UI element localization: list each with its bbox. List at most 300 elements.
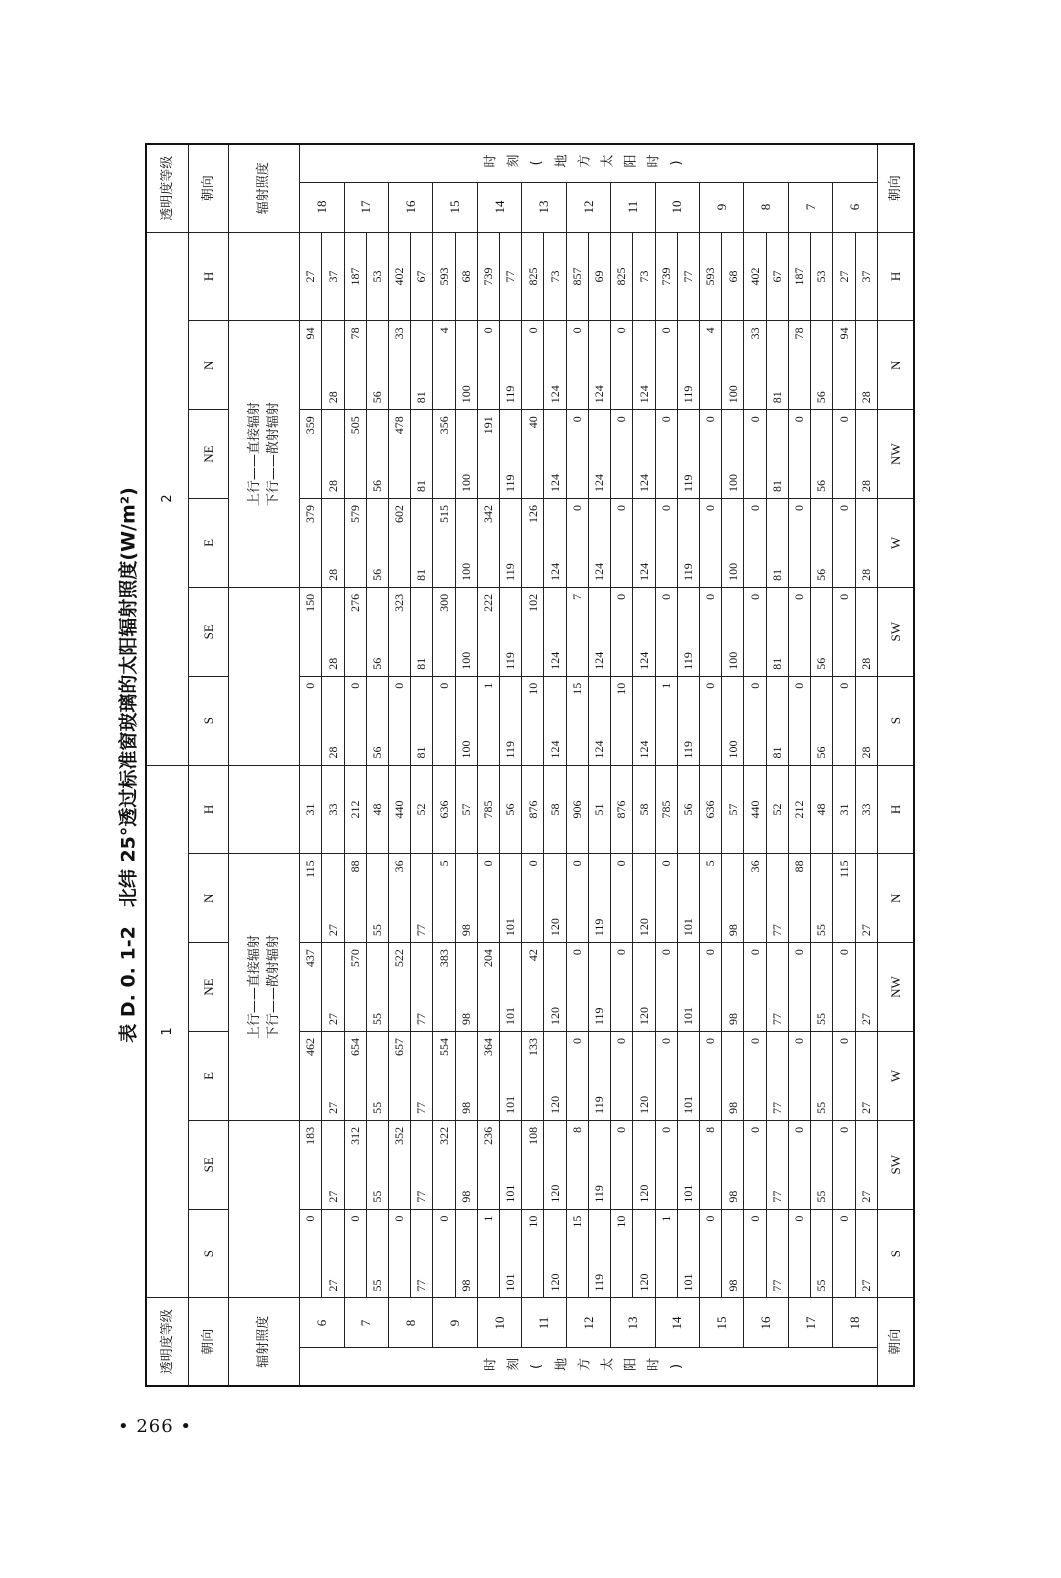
irradiance-value: 300 xyxy=(433,587,455,676)
irradiance-value: 100 xyxy=(455,587,477,676)
irradiance-value: 0 xyxy=(655,943,677,1032)
irradiance-value: 100 xyxy=(455,410,477,499)
top-dir-e-2: E xyxy=(188,499,228,588)
hour-right: 9 xyxy=(700,182,744,232)
irradiance-value: 55 xyxy=(811,1209,833,1298)
irradiance-value: 0 xyxy=(744,676,766,765)
irradiance-value: 120 xyxy=(633,1120,655,1209)
irradiance-value: 0 xyxy=(788,410,810,499)
irradiance-value: 81 xyxy=(766,676,788,765)
top-dir-ne-1: NE xyxy=(188,943,228,1032)
irradiance-value: 5 xyxy=(433,854,455,943)
irradiance-value: 81 xyxy=(411,587,433,676)
irradiance-value: 88 xyxy=(344,854,366,943)
irradiance-value: 505 xyxy=(344,410,366,499)
irradiance-value: 785 xyxy=(477,765,499,854)
irradiance-value: 55 xyxy=(811,943,833,1032)
table-row xyxy=(833,144,855,1386)
irradiance-value: 0 xyxy=(788,1120,810,1209)
irradiance-value: 402 xyxy=(744,232,766,321)
irradiance-value: 857 xyxy=(566,232,588,321)
irradiance-value: 10 xyxy=(611,1209,633,1298)
irradiance-value: 124 xyxy=(544,321,566,410)
irradiance-value: 0 xyxy=(744,499,766,588)
irradiance-value: 55 xyxy=(811,1120,833,1209)
irradiance-value: 77 xyxy=(411,1032,433,1121)
irradiance-value: 28 xyxy=(855,321,877,410)
table-row xyxy=(633,144,655,1386)
irradiance-value: 98 xyxy=(722,1120,744,1209)
irradiance-value: 0 xyxy=(433,676,455,765)
irradiance-value: 0 xyxy=(522,854,544,943)
irradiance-value: 56 xyxy=(811,410,833,499)
bottom-dir-sw-2: SW xyxy=(877,587,914,676)
irradiance-value: 0 xyxy=(788,676,810,765)
irradiance-value: 7 xyxy=(566,587,588,676)
irradiance-value: 28 xyxy=(322,410,344,499)
irradiance-value: 0 xyxy=(655,410,677,499)
irradiance-value: 77 xyxy=(411,1120,433,1209)
table-row xyxy=(611,144,633,1386)
hour-right: 6 xyxy=(833,182,877,232)
irradiance-value: 37 xyxy=(855,232,877,321)
irradiance-value: 0 xyxy=(566,854,588,943)
irradiance-value: 440 xyxy=(744,765,766,854)
irradiance-value: 0 xyxy=(300,676,322,765)
irradiance-value: 0 xyxy=(611,499,633,588)
top-dir-e-1: E xyxy=(188,1032,228,1121)
table-row xyxy=(500,144,522,1386)
irradiance-value: 100 xyxy=(455,499,477,588)
bottom-dir-h-1: H xyxy=(877,765,914,854)
top-dir-h-2: H xyxy=(188,232,228,321)
bottom-dir-nw-1: NW xyxy=(877,943,914,1032)
irradiance-value: 120 xyxy=(633,1032,655,1121)
irradiance-value: 0 xyxy=(788,1209,810,1298)
irradiance-value: 28 xyxy=(322,676,344,765)
level-1-header: 1 xyxy=(146,765,188,1298)
irradiance-value: 31 xyxy=(300,765,322,854)
irradiance-value: 77 xyxy=(677,232,699,321)
irradiance-value: 81 xyxy=(766,587,788,676)
irradiance-value: 124 xyxy=(588,499,610,588)
irradiance-value: 0 xyxy=(788,943,810,1032)
irradiance-value: 0 xyxy=(700,1032,722,1121)
irradiance-value: 27 xyxy=(300,232,322,321)
irradiance-value: 77 xyxy=(766,1120,788,1209)
irradiance-value: 593 xyxy=(700,232,722,321)
irradiance-value: 825 xyxy=(522,232,544,321)
table-row xyxy=(677,144,699,1386)
irradiance-value: 119 xyxy=(500,410,522,499)
top-dir-n-2: N xyxy=(188,321,228,410)
legend-level-2 xyxy=(229,321,300,587)
table-row xyxy=(566,144,588,1386)
irradiance-value: 120 xyxy=(544,943,566,1032)
irradiance-value: 322 xyxy=(433,1120,455,1209)
irradiance-value: 28 xyxy=(322,499,344,588)
irradiance-value: 1 xyxy=(477,1209,499,1298)
irradiance-value: 55 xyxy=(366,1032,388,1121)
hour-right: 7 xyxy=(788,182,832,232)
irradiance-value: 0 xyxy=(477,321,499,410)
irradiance-value: 81 xyxy=(411,410,433,499)
table-row xyxy=(388,144,410,1386)
table-row xyxy=(744,144,766,1386)
irradiance-value: 522 xyxy=(388,943,410,1032)
level-2-header: 2 xyxy=(146,232,188,765)
irradiance-value: 0 xyxy=(744,1032,766,1121)
hour-left: 17 xyxy=(788,1298,832,1348)
bottom-dir-sw-1: SW xyxy=(877,1120,914,1209)
irradiance-value: 276 xyxy=(344,587,366,676)
irradiance-value: 120 xyxy=(544,1120,566,1209)
irradiance-value: 98 xyxy=(455,1209,477,1298)
irradiance-value: 0 xyxy=(566,499,588,588)
bottom-dir-s-2: S xyxy=(877,676,914,765)
irradiance-value: 56 xyxy=(366,676,388,765)
irradiance-value: 56 xyxy=(366,410,388,499)
irradiance-value: 78 xyxy=(788,321,810,410)
irradiance-value: 27 xyxy=(855,1209,877,1298)
irradiance-value: 212 xyxy=(344,765,366,854)
irradiance-value: 100 xyxy=(722,321,744,410)
orientation-label-bottom-right: 朝向 xyxy=(877,144,914,232)
hour-right: 11 xyxy=(611,182,655,232)
irradiance-value: 27 xyxy=(855,1120,877,1209)
irradiance-value: 0 xyxy=(744,943,766,1032)
irradiance-value: 124 xyxy=(633,587,655,676)
irradiance-value: 356 xyxy=(433,410,455,499)
table-row xyxy=(700,144,722,1386)
irradiance-value: 119 xyxy=(588,1032,610,1121)
irradiance-value: 56 xyxy=(500,765,522,854)
irradiance-value: 359 xyxy=(300,410,322,499)
irradiance-value: 42 xyxy=(522,943,544,1032)
irradiance-value: 124 xyxy=(544,499,566,588)
irradiance-value: 0 xyxy=(833,676,855,765)
table-row xyxy=(477,144,499,1386)
irradiance-value: 56 xyxy=(811,587,833,676)
legend-level-1 xyxy=(229,854,300,1120)
irradiance-value: 56 xyxy=(811,676,833,765)
irradiance-value: 825 xyxy=(611,232,633,321)
irradiance-value: 0 xyxy=(833,1032,855,1121)
irradiance-value: 48 xyxy=(366,765,388,854)
irradiance-value: 57 xyxy=(722,765,744,854)
hour-right: 18 xyxy=(300,182,344,232)
hour-left: 13 xyxy=(611,1298,655,1348)
bottom-dir-n-1: N xyxy=(877,854,914,943)
irradiance-value: 98 xyxy=(455,943,477,1032)
irradiance-value: 53 xyxy=(366,232,388,321)
irradiance-value: 657 xyxy=(388,1032,410,1121)
irradiance-value: 0 xyxy=(655,587,677,676)
irradiance-value: 119 xyxy=(500,587,522,676)
irradiance-value: 28 xyxy=(322,587,344,676)
hour-right: 16 xyxy=(388,182,432,232)
irradiance-value: 0 xyxy=(611,1120,633,1209)
irradiance-value: 654 xyxy=(344,1032,366,1121)
irradiance-value: 33 xyxy=(388,321,410,410)
irradiance-value: 0 xyxy=(744,1209,766,1298)
bottom-dir-w-1: W xyxy=(877,1032,914,1121)
irradiance-value: 124 xyxy=(633,410,655,499)
table-row xyxy=(433,144,455,1386)
irradiance-value: 906 xyxy=(566,765,588,854)
irradiance-value: 98 xyxy=(455,1032,477,1121)
irradiance-value: 37 xyxy=(322,232,344,321)
irradiance-value: 183 xyxy=(300,1120,322,1209)
irradiance-value: 119 xyxy=(677,321,699,410)
irradiance-value: 88 xyxy=(788,854,810,943)
irradiance-value: 0 xyxy=(700,676,722,765)
irradiance-value: 204 xyxy=(477,943,499,1032)
bottom-dir-n-2: N xyxy=(877,321,914,410)
irradiance-value: 27 xyxy=(855,854,877,943)
irradiance-value: 126 xyxy=(522,499,544,588)
bottom-dir-nw-2: NW xyxy=(877,410,914,499)
irradiance-label-right: 辐射照度 xyxy=(229,144,300,232)
irradiance-value: 81 xyxy=(766,410,788,499)
irradiance-value: 119 xyxy=(677,676,699,765)
irradiance-value: 124 xyxy=(544,587,566,676)
irradiance-value: 40 xyxy=(522,410,544,499)
irradiance-value: 1 xyxy=(477,676,499,765)
top-dir-h-1: H xyxy=(188,765,228,854)
table-row xyxy=(411,144,433,1386)
irradiance-value: 58 xyxy=(633,765,655,854)
table-row xyxy=(300,144,322,1386)
table-row xyxy=(655,144,677,1386)
irradiance-label-left: 辐射照度 xyxy=(229,1298,300,1386)
irradiance-value: 0 xyxy=(655,321,677,410)
irradiance-value: 27 xyxy=(322,1032,344,1121)
irradiance-value: 402 xyxy=(388,232,410,321)
irradiance-value: 52 xyxy=(766,765,788,854)
irradiance-value: 52 xyxy=(411,765,433,854)
irradiance-value: 98 xyxy=(722,943,744,1032)
irradiance-table-container xyxy=(145,143,915,1387)
hour-left: 9 xyxy=(433,1298,477,1348)
table-row xyxy=(344,144,366,1386)
irradiance-value: 55 xyxy=(366,943,388,1032)
irradiance-value: 33 xyxy=(744,321,766,410)
irradiance-value: 27 xyxy=(855,1032,877,1121)
hour-right: 17 xyxy=(344,182,388,232)
table-row xyxy=(522,144,544,1386)
irradiance-value: 383 xyxy=(433,943,455,1032)
irradiance-value: 119 xyxy=(500,676,522,765)
irradiance-value: 73 xyxy=(544,232,566,321)
page-number: • 266 • xyxy=(118,1416,193,1437)
irradiance-value: 0 xyxy=(744,587,766,676)
hour-right: 15 xyxy=(433,182,477,232)
hour-left: 7 xyxy=(344,1298,388,1348)
time-label-left: 时刻(地方太阳时) xyxy=(300,1348,878,1386)
irradiance-value: 0 xyxy=(788,587,810,676)
irradiance-value: 27 xyxy=(322,1120,344,1209)
irradiance-value: 77 xyxy=(766,1032,788,1121)
irradiance-value: 56 xyxy=(677,765,699,854)
table-row xyxy=(811,144,833,1386)
irradiance-value: 0 xyxy=(655,499,677,588)
irradiance-value: 15 xyxy=(566,676,588,765)
irradiance-value: 5 xyxy=(700,854,722,943)
hour-right: 8 xyxy=(744,182,788,232)
irradiance-value: 108 xyxy=(522,1120,544,1209)
legend-upper: 上行——直接辐射 xyxy=(246,935,262,1040)
irradiance-value: 100 xyxy=(722,587,744,676)
irradiance-value: 100 xyxy=(722,410,744,499)
top-dir-n-1: N xyxy=(188,854,228,943)
irradiance-value: 94 xyxy=(833,321,855,410)
hour-left: 8 xyxy=(388,1298,432,1348)
irradiance-value: 53 xyxy=(811,232,833,321)
irradiance-value: 0 xyxy=(611,854,633,943)
irradiance-value: 0 xyxy=(833,943,855,1032)
irradiance-value: 0 xyxy=(566,321,588,410)
table-row xyxy=(455,144,477,1386)
irradiance-value: 101 xyxy=(500,1032,522,1121)
top-dir-s-2: S xyxy=(188,676,228,765)
legend-upper: 上行——直接辐射 xyxy=(246,402,262,507)
table-row xyxy=(588,144,610,1386)
hour-right: 13 xyxy=(522,182,566,232)
hour-right: 10 xyxy=(655,182,699,232)
irradiance-value: 0 xyxy=(655,1120,677,1209)
irradiance-value: 0 xyxy=(611,1032,633,1121)
irradiance-value: 119 xyxy=(588,1120,610,1209)
irradiance-value: 119 xyxy=(500,499,522,588)
irradiance-value: 101 xyxy=(677,1032,699,1121)
orientation-label-right: 朝向 xyxy=(188,144,228,232)
irradiance-value: 352 xyxy=(388,1120,410,1209)
irradiance-value: 57 xyxy=(455,765,477,854)
irradiance-value: 0 xyxy=(344,676,366,765)
irradiance-value: 56 xyxy=(366,499,388,588)
irradiance-value: 73 xyxy=(633,232,655,321)
hour-left: 15 xyxy=(700,1298,744,1348)
irradiance-value: 101 xyxy=(500,1209,522,1298)
irradiance-value: 100 xyxy=(455,676,477,765)
irradiance-value: 55 xyxy=(366,1120,388,1209)
irradiance-value: 0 xyxy=(566,1032,588,1121)
irradiance-value: 77 xyxy=(500,232,522,321)
irradiance-value: 81 xyxy=(411,676,433,765)
irradiance-value: 28 xyxy=(855,676,877,765)
irradiance-value: 56 xyxy=(811,499,833,588)
irradiance-value: 8 xyxy=(700,1120,722,1209)
irradiance-value: 0 xyxy=(344,1209,366,1298)
irradiance-value: 68 xyxy=(722,232,744,321)
irradiance-value: 120 xyxy=(633,1209,655,1298)
irradiance-value: 81 xyxy=(411,321,433,410)
hour-left: 14 xyxy=(655,1298,699,1348)
irradiance-value: 0 xyxy=(433,1209,455,1298)
irradiance-value: 0 xyxy=(611,943,633,1032)
irradiance-value: 27 xyxy=(322,1209,344,1298)
irradiance-value: 0 xyxy=(655,854,677,943)
bottom-dir-s-1: S xyxy=(877,1209,914,1298)
irradiance-value: 48 xyxy=(811,765,833,854)
legend-lower: 下行——散射辐射 xyxy=(266,935,282,1040)
irradiance-value: 77 xyxy=(411,854,433,943)
irradiance-value: 56 xyxy=(366,587,388,676)
irradiance-value: 27 xyxy=(833,232,855,321)
irradiance-value: 100 xyxy=(722,676,744,765)
irradiance-value: 0 xyxy=(477,854,499,943)
irradiance-value: 119 xyxy=(500,321,522,410)
irradiance-value: 98 xyxy=(722,854,744,943)
irradiance-value: 10 xyxy=(611,676,633,765)
irradiance-value: 77 xyxy=(766,1209,788,1298)
irradiance-value: 0 xyxy=(611,410,633,499)
irradiance-value: 98 xyxy=(722,1209,744,1298)
irradiance-value: 81 xyxy=(766,321,788,410)
irradiance-value: 120 xyxy=(633,854,655,943)
irradiance-value: 124 xyxy=(588,321,610,410)
table-row xyxy=(855,144,877,1386)
irradiance-value: 0 xyxy=(655,1032,677,1121)
table-row xyxy=(788,144,810,1386)
irradiance-value: 77 xyxy=(766,854,788,943)
irradiance-value: 69 xyxy=(588,232,610,321)
irradiance-value: 101 xyxy=(677,1209,699,1298)
irradiance-value: 27 xyxy=(855,943,877,1032)
irradiance-value: 58 xyxy=(544,765,566,854)
irradiance-value: 0 xyxy=(611,587,633,676)
irradiance-value: 102 xyxy=(522,587,544,676)
bottom-dir-w-2: W xyxy=(877,499,914,588)
irradiance-value: 4 xyxy=(433,321,455,410)
irradiance-value: 28 xyxy=(855,410,877,499)
irradiance-value: 119 xyxy=(677,587,699,676)
irradiance-value: 1 xyxy=(655,676,677,765)
irradiance-value: 101 xyxy=(677,854,699,943)
irradiance-value: 101 xyxy=(677,943,699,1032)
irradiance-value: 0 xyxy=(611,321,633,410)
irradiance-value: 124 xyxy=(588,587,610,676)
irradiance-value: 0 xyxy=(833,1209,855,1298)
irradiance-value: 478 xyxy=(388,410,410,499)
irradiance-value: 0 xyxy=(700,499,722,588)
irradiance-value: 0 xyxy=(522,321,544,410)
irradiance-value: 33 xyxy=(322,765,344,854)
irradiance-value: 0 xyxy=(566,410,588,499)
transparency-label-right: 透明度等级 xyxy=(146,144,188,232)
irradiance-value: 636 xyxy=(700,765,722,854)
irradiance-value: 100 xyxy=(455,321,477,410)
irradiance-value: 150 xyxy=(300,587,322,676)
top-dir-ne-2: NE xyxy=(188,410,228,499)
irradiance-value: 120 xyxy=(544,854,566,943)
table-row xyxy=(366,144,388,1386)
irradiance-value: 462 xyxy=(300,1032,322,1121)
top-dir-s-1: S xyxy=(188,1209,228,1298)
irradiance-value: 0 xyxy=(700,587,722,676)
hour-right: 12 xyxy=(566,182,610,232)
irradiance-value: 77 xyxy=(411,943,433,1032)
irradiance-value: 100 xyxy=(722,499,744,588)
bottom-dir-h-2: H xyxy=(877,232,914,321)
irradiance-value: 56 xyxy=(811,321,833,410)
irradiance-value: 120 xyxy=(544,1032,566,1121)
hour-left: 18 xyxy=(833,1298,877,1348)
top-dir-se-2: SE xyxy=(188,587,228,676)
irradiance-value: 120 xyxy=(633,943,655,1032)
irradiance-value: 0 xyxy=(788,1032,810,1121)
